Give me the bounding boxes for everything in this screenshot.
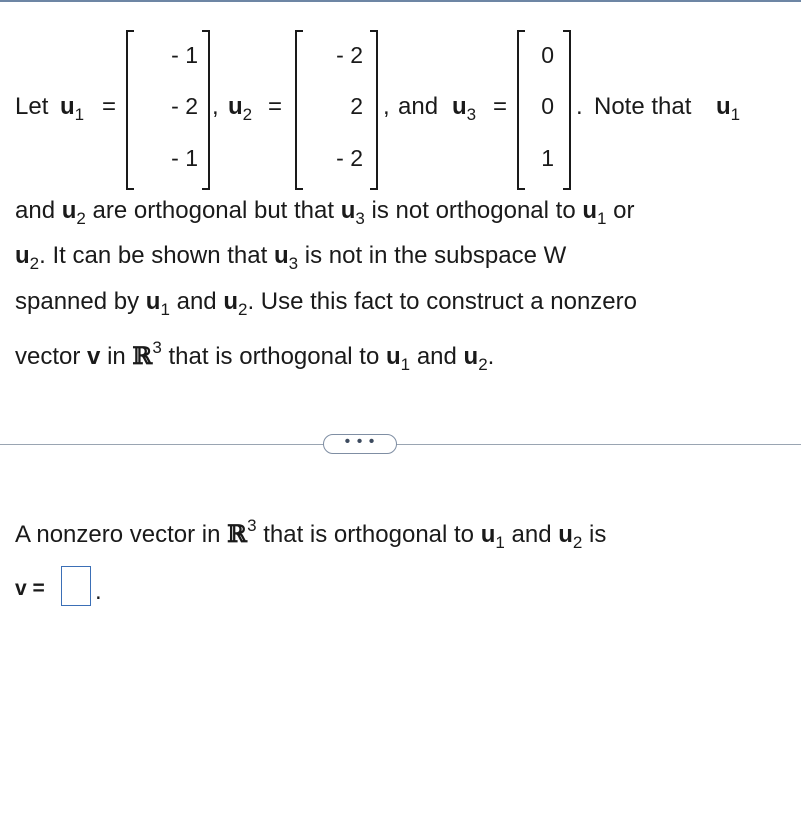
- matrix-cell: - 1: [171, 42, 198, 68]
- problem-line-5: vector v in ℝ$^3$ that is orthogonal to $u_1$ and $u_2$.: [15, 338, 495, 374]
- comma: ,: [212, 93, 219, 120]
- top-border: [0, 0, 801, 2]
- and-text: and: [398, 93, 439, 120]
- matrix-cell: 2: [350, 93, 363, 119]
- u1-label: $u_1$: [716, 93, 741, 124]
- matrix-cell: 1: [541, 145, 554, 171]
- section-divider: [0, 444, 801, 445]
- left-bracket: [295, 30, 303, 190]
- right-bracket: [563, 30, 571, 190]
- left-bracket: [517, 30, 525, 190]
- problem-line-3: $u_2$. It can be shown that $u_3$ is not in the subspace W: [15, 242, 567, 273]
- u3-label: $u_3$: [452, 93, 477, 124]
- equals-sign: =: [102, 93, 117, 120]
- right-bracket: [370, 30, 378, 190]
- equals-sign: =: [268, 93, 283, 120]
- matrix-cell: - 2: [171, 93, 198, 119]
- matrix-cell: 0: [541, 42, 554, 68]
- expand-button[interactable]: • • •: [323, 434, 397, 454]
- period: .: [576, 93, 583, 120]
- answer-prompt: A nonzero vector in ℝ$^3$ that is orthogonal to $u_1$ and $u_2$ is: [15, 516, 607, 552]
- matrix-cell: - 1: [171, 145, 198, 171]
- note-text: Note that: [594, 93, 692, 120]
- matrix-cell: - 2: [336, 145, 363, 171]
- problem-line-4: spanned by $u_1$ and $u_2$. Use this fact to construct a nonzero: [15, 288, 637, 319]
- matrix-cell: 0: [541, 93, 554, 119]
- problem-line-2: and $u_2$ are orthogonal but that $u_3$ is not orthogonal to $u_1$ or: [15, 197, 635, 228]
- equals-sign: =: [493, 93, 508, 120]
- left-bracket: [126, 30, 134, 190]
- period: .: [95, 578, 102, 605]
- let-label: Let: [15, 93, 49, 120]
- right-bracket: [202, 30, 210, 190]
- comma: ,: [383, 93, 390, 120]
- v-equals-label: v =: [15, 577, 45, 600]
- u2-label: $u_2$: [228, 93, 253, 124]
- answer-input-box[interactable]: [61, 566, 91, 606]
- matrix-cell: - 2: [336, 42, 363, 68]
- u1-label: $u_1$: [60, 93, 85, 124]
